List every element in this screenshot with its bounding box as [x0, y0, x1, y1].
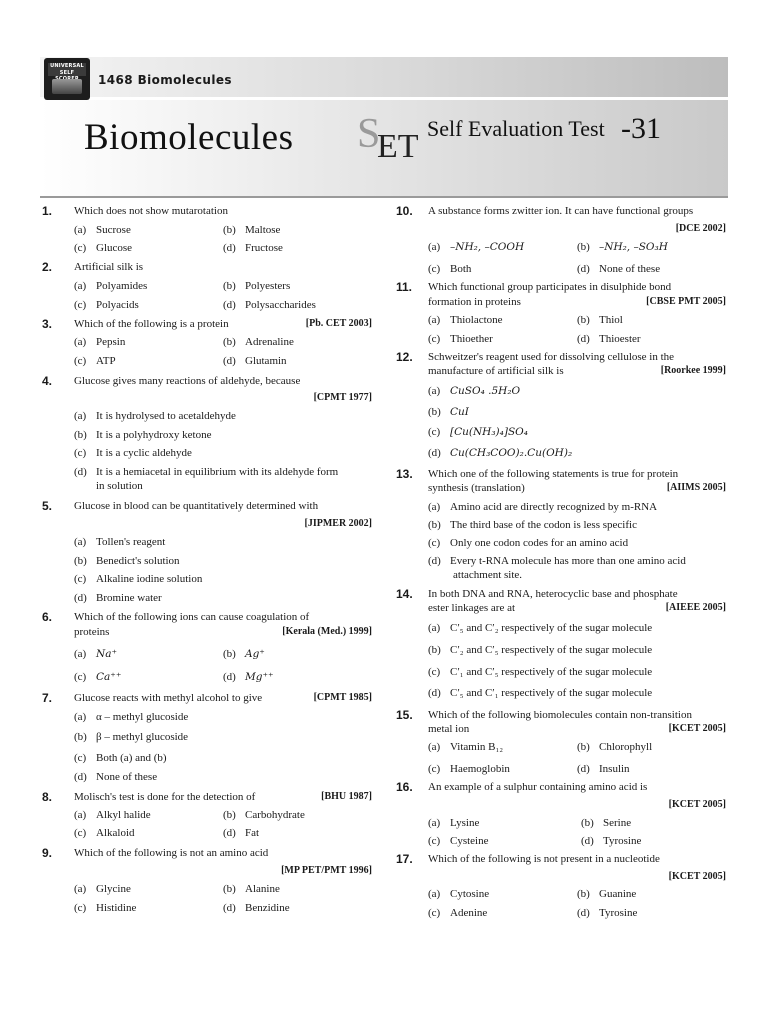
option-c: (c) It is a cyclic aldehyde: [74, 447, 192, 459]
option-c: (c) Both (a) and (b): [74, 752, 167, 764]
exam-source: [AIEEE 2005]: [665, 602, 726, 613]
question-text: Molisch's test is done for the detection of: [74, 791, 256, 803]
option-d: (d) Mg⁺⁺: [223, 671, 274, 683]
option-c: (c) Ca⁺⁺: [74, 671, 122, 683]
option-d: (d) Tyrosine: [581, 835, 642, 847]
question-number: 8.: [42, 790, 53, 804]
option-b: (b) –NH₂, –SO₃H: [577, 241, 668, 253]
question-number: 13.: [396, 467, 413, 481]
option-d: (d) None of these: [74, 771, 158, 783]
question-number: 9.: [42, 846, 53, 860]
option-c: (c) Alkaloid: [74, 827, 135, 839]
universal-self-scorer-logo: [44, 58, 90, 100]
option-b: (b) Alanine: [223, 883, 280, 895]
option-c: (c) Haemoglobin: [428, 763, 510, 775]
option-a: (a) C′₅ and C′₂ respectively of the sugar molecule: [428, 622, 653, 634]
option-d: (d) Cu(CH₃COO)₂.Cu(OH)₂: [428, 447, 573, 459]
question-number: 6.: [42, 610, 53, 624]
option-a: (a) Na⁺: [74, 648, 117, 660]
page-number: 1468: [98, 73, 133, 87]
set-logo: [357, 112, 427, 172]
option-c: (c) C′₁ and C′₅ respectively of the sugar molecule: [428, 666, 653, 678]
question-number: 15.: [396, 708, 413, 722]
question-number: 17.: [396, 852, 413, 866]
exam-source: [Kerala (Med.) 1999]: [282, 626, 372, 637]
option-d: (d) Insulin: [577, 763, 630, 775]
question-text: Which of the following is not an amino acid: [74, 847, 269, 859]
question-number: 7.: [42, 691, 53, 705]
option-d: (d) Tyrosine: [577, 907, 638, 919]
question-text-continued: manufacture of artificial silk is: [428, 365, 564, 377]
question-number: 3.: [42, 317, 53, 331]
option-b: (b) Maltose: [223, 224, 281, 236]
option-d: (d) Polysaccharides: [223, 299, 316, 311]
question-number: 5.: [42, 499, 53, 513]
question-text: In both DNA and RNA, heterocyclic base and phosphate: [428, 588, 678, 600]
option-a: (a) Polyamides: [74, 280, 148, 292]
test-title: Self Evaluation Test: [427, 116, 605, 141]
option-b: (b) Thiol: [577, 314, 623, 326]
logo-text: UNIVERSAL SELF: [48, 63, 86, 76]
option-a: (a) It is hydrolysed to acetaldehyde: [74, 410, 236, 422]
option-a: (a) Glycine: [74, 883, 131, 895]
option-d: (d) Glutamin: [223, 355, 287, 367]
option-d: (d) Fructose: [223, 242, 283, 254]
option-c: (c) Cysteine: [428, 835, 489, 847]
question-number: 14.: [396, 587, 413, 601]
exam-source: [MP PET/PMT 1996]: [281, 865, 372, 876]
title-rule: [40, 196, 728, 198]
question-number: 10.: [396, 204, 413, 218]
question-text: An example of a sulphur containing amino acid is: [428, 781, 648, 793]
question-number: 12.: [396, 350, 413, 364]
option-a: (a) Alkyl halide: [74, 809, 151, 821]
question-number: 2.: [42, 260, 53, 274]
option-a: (a) –NH₂, –COOH: [428, 241, 525, 253]
option-d: (d) Bromine water: [74, 592, 162, 604]
question-number: 16.: [396, 780, 413, 794]
option-a: (a) Thiolactone: [428, 314, 503, 326]
option-a: (a) Vitamin B₁₂: [428, 741, 504, 753]
option-b: (b) Benedict's solution: [74, 555, 180, 567]
set-logo-s: S: [357, 111, 381, 157]
exam-source: [KCET 2005]: [668, 799, 726, 810]
question-text: Which of the following is a protein: [74, 318, 229, 330]
option-b: (b) Guanine: [577, 888, 637, 900]
question-text: Which of the following is not present in a nucleotide: [428, 853, 660, 865]
option-c: (c) Both: [428, 263, 472, 275]
option-b: (b) Serine: [581, 817, 632, 829]
option-a: (a) Sucrose: [74, 224, 131, 236]
option-d: (d) Every t-RNA molecule has more than one amino acid: [428, 555, 686, 567]
option-c: (c) Alkaline iodine solution: [74, 573, 203, 585]
exam-source: [Roorkee 1999]: [660, 365, 726, 376]
option-d: (d) None of these: [577, 263, 661, 275]
option-b: (b) Carbohydrate: [223, 809, 305, 821]
option-c: (c) Glucose: [74, 242, 133, 254]
option-c: (c) Polyacids: [74, 299, 139, 311]
question-number: 11.: [396, 280, 413, 294]
option-a: (a) Amino acid are directly recognized by m-RNA: [428, 501, 658, 513]
option-b: (b) Polyesters: [223, 280, 291, 292]
question-text: Which of the following ions can cause coagulation of: [74, 611, 310, 623]
option-a: (a) α – methyl glucoside: [74, 711, 189, 723]
question-text-continued: proteins: [74, 626, 110, 638]
option-c: (c) ATP: [74, 355, 116, 367]
option-b: (b) C′₂ and C′₅ respectively of the sugar molecule: [428, 644, 653, 656]
exam-source: [KCET 2005]: [668, 723, 726, 734]
option-d: (d) Benzidine: [223, 902, 290, 914]
option-a: (a) Tollen's reagent: [74, 536, 166, 548]
set-logo-et: ET: [377, 128, 419, 165]
option-d: (d) It is a hemiacetal in equilibrium with its aldehyde form: [74, 466, 339, 478]
option-c: (c) Histidine: [74, 902, 137, 914]
question-text-continued: ester linkages are at: [428, 602, 516, 614]
question-text: A substance forms zwitter ion. It can have functional groups: [428, 205, 694, 217]
question-text: Glucose gives many reactions of aldehyde, because: [74, 375, 301, 387]
question-text: Which does not show mutarotation: [74, 205, 228, 217]
question-number: 1.: [42, 204, 53, 218]
option-b: (b) It is a polyhydroxy ketone: [74, 429, 212, 441]
question-text: Which of the following biomolecules contain non-transition: [428, 709, 692, 721]
exam-source: [CPMT 1977]: [313, 392, 372, 403]
option-a: (a) Pepsin: [74, 336, 126, 348]
option-b: (b) CuI: [428, 406, 469, 418]
exam-source: [KCET 2005]: [668, 871, 726, 882]
exam-source: [BHU 1987]: [321, 791, 372, 802]
test-number: -31: [621, 112, 661, 145]
option-a: (a) Cytosine: [428, 888, 490, 900]
option-b: (b) The third base of the codon is less specific: [428, 519, 637, 531]
option-c: (c) Thioether: [428, 333, 493, 345]
option-d: (d) C′₅ and C′₁ respectively of the sugar molecule: [428, 687, 653, 699]
chapter-name: Biomolecules: [137, 73, 232, 87]
option-b: (b) β – methyl glucoside: [74, 731, 189, 743]
question-text: Which functional group participates in disulphide bond: [428, 281, 672, 293]
question-text: Glucose reacts with methyl alcohol to give: [74, 692, 263, 704]
exam-source: [CBSE PMT 2005]: [646, 296, 726, 307]
option-d: (d) Thioester: [577, 333, 641, 345]
exam-source: [CPMT 1985]: [313, 692, 372, 703]
option-d-continued: in solution: [96, 480, 143, 492]
option-a: (a) CuSO₄ .5H₂O: [428, 385, 521, 397]
option-b: (b) Adrenaline: [223, 336, 294, 348]
option-c: (c) Adenine: [428, 907, 488, 919]
logo-emblem: [52, 79, 82, 94]
exam-source: [Pb. CET 2003]: [305, 318, 372, 329]
question-text-continued: synthesis (translation): [428, 482, 525, 494]
question-text: Which one of the following statements is true for protein: [428, 468, 679, 480]
option-c: (c) Only one codon codes for an amino acid: [428, 537, 629, 549]
exam-source: [AIIMS 2005]: [666, 482, 726, 493]
option-c: (c) [Cu(NH₃)₄]SO₄: [428, 426, 528, 438]
question-text: Schweitzer's reagent used for dissolving cellulose in the: [428, 351, 675, 363]
option-d-continued: attachment site.: [453, 569, 523, 581]
question-text-continued: metal ion: [428, 723, 470, 735]
question-number: 4.: [42, 374, 53, 388]
option-b: (b) Ag⁺: [223, 648, 265, 660]
question-text: Artificial silk is: [74, 261, 144, 273]
page-title: Biomolecules: [84, 117, 294, 158]
question-text: Glucose in blood can be quantitatively determined with: [74, 500, 319, 512]
option-b: (b) Chlorophyll: [577, 741, 653, 753]
option-d: (d) Fat: [223, 827, 260, 839]
exam-source: [DCE 2002]: [675, 223, 726, 234]
option-a: (a) Lysine: [428, 817, 480, 829]
exam-source: [JIPMER 2002]: [304, 518, 372, 529]
page-header: [98, 73, 232, 87]
question-text-continued: formation in proteins: [428, 296, 521, 308]
